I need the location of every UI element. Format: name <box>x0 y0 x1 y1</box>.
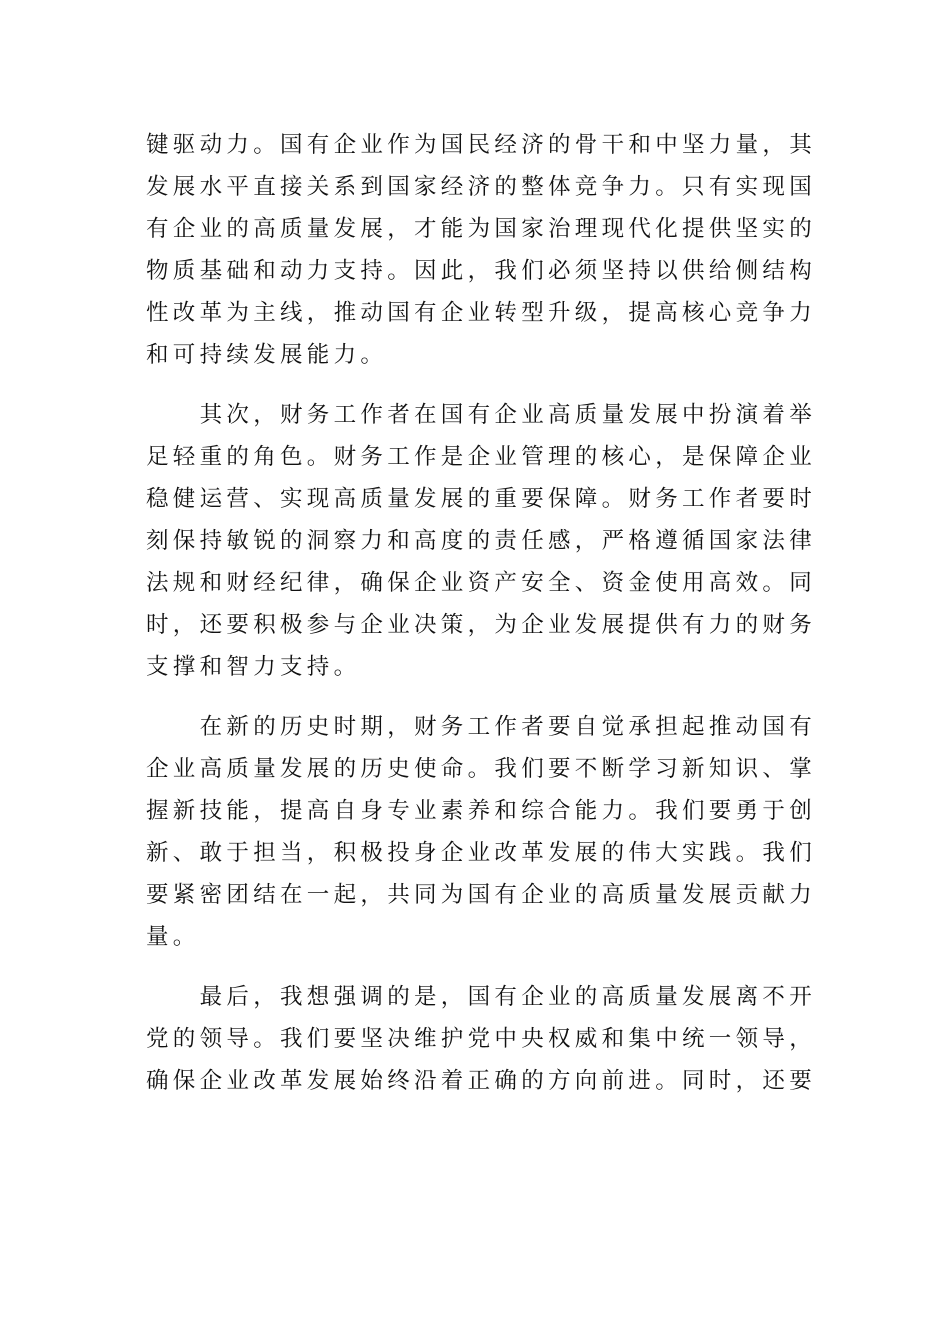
document-body <box>146 124 817 1102</box>
text-line: 握新技能，提高自身专业素养和综合能力。我们要勇于创 <box>146 798 817 824</box>
text-line: 和可持续发展能力。 <box>146 342 388 368</box>
text-line: 足轻重的角色。财务工作是企业管理的核心，是保障企业 <box>146 444 817 470</box>
text-line: 稳健运营、实现高质量发展的重要保障。财务工作者要时 <box>146 486 817 512</box>
text-line: 性改革为主线，推动国有企业转型升级，提高核心竞争力 <box>146 300 817 326</box>
text-line: 要紧密团结在一起，共同为国有企业的高质量发展贡献力 <box>146 882 817 908</box>
text-line: 刻保持敏锐的洞察力和高度的责任感，严格遵循国家法律 <box>146 528 817 554</box>
paragraph-gap <box>146 688 802 706</box>
text-line: 新、敢于担当，积极投身企业改革发展的伟大实践。我们 <box>146 840 817 866</box>
text-line: 时，还要积极参与企业决策，为企业发展提供有力的财务 <box>146 612 817 638</box>
paragraph-4 <box>146 976 817 1102</box>
text-line: 量。 <box>146 924 200 950</box>
text-line: 其次，财务工作者在国有企业高质量发展中扮演着举 <box>146 402 817 428</box>
text-line: 发展水平直接关系到国家经济的整体竞争力。只有实现国 <box>146 174 817 200</box>
text-line: 法规和财经纪律，确保企业资产安全、资金使用高效。同 <box>146 570 817 596</box>
text-line: 确保企业改革发展始终沿着正确的方向前进。同时，还要 <box>146 1068 817 1094</box>
text-line: 企业高质量发展的历史使命。我们要不断学习新知识、掌 <box>146 756 817 782</box>
paragraph-gap <box>146 376 802 394</box>
paragraph-2 <box>146 394 817 688</box>
text-line: 在新的历史时期，财务工作者要自觉承担起推动国有 <box>146 714 817 740</box>
text-line: 支撑和智力支持。 <box>146 654 361 680</box>
paragraph-1 <box>146 124 817 376</box>
text-line: 键驱动力。国有企业作为国民经济的骨干和中坚力量，其 <box>146 132 817 158</box>
text-line: 最后，我想强调的是，国有企业的高质量发展离不开 <box>146 984 817 1010</box>
text-line: 党的领导。我们要坚决维护党中央权威和集中统一领导， <box>146 1026 817 1052</box>
text-line: 物质基础和动力支持。因此，我们必须坚持以供给侧结构 <box>146 258 817 284</box>
paragraph-3 <box>146 706 817 958</box>
paragraph-gap <box>146 958 802 976</box>
text-line: 有企业的高质量发展，才能为国家治理现代化提供坚实的 <box>146 216 817 242</box>
